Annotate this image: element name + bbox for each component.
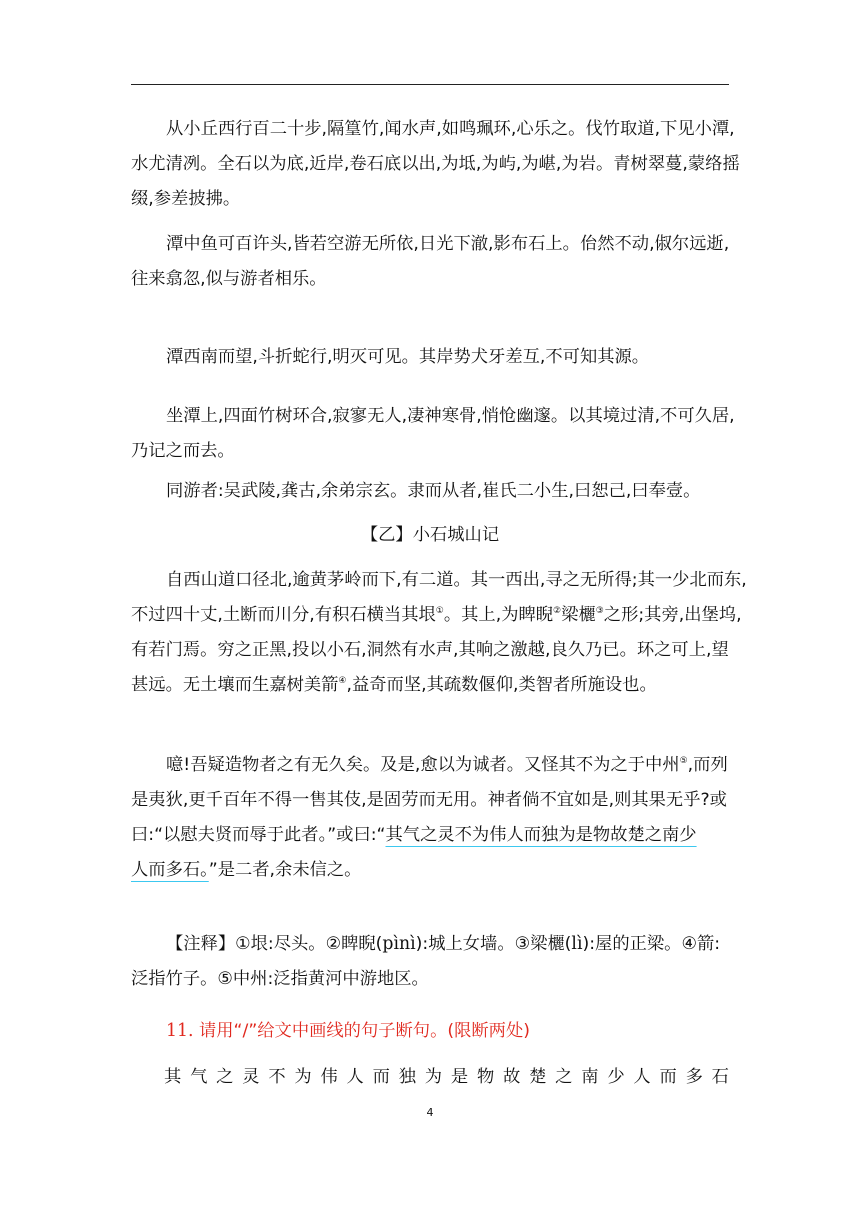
text-line: 不过四十丈,土断而川分,有积石横当其垠①。其上,为睥睨②梁欐③之形;其旁,出堡坞, (131, 605, 742, 625)
jia-paragraph-2 (131, 227, 731, 297)
text-line: 潭西南而望,斗折蛇行,明灭可见。其岸势犬牙差互,不可知其源。 (166, 347, 650, 367)
sentence-char: 之 (216, 1067, 234, 1087)
text-line: 泛指竹子。⑤中州:泛指黄河中游地区。 (131, 969, 429, 989)
question-number: 11. (166, 1021, 194, 1041)
yi-title: 【乙】小石城山记 (360, 525, 500, 545)
text-line: 水尤清冽。全石以为底,近岸,卷石底以出,为坻,为屿,为嵁,为岩。青树翠蔓,蒙络摇 (131, 154, 740, 174)
jia-paragraph-1 (131, 112, 740, 217)
text-line: 坐潭上,四面竹树环合,寂寥无人,凄神寒骨,悄怆幽邃。以其境过清,不可久居, (166, 406, 735, 426)
text-line: 潭中鱼可百许头,皆若空游无所依,日光下澈,影布石上。佁然不动,俶尔远逝, (166, 234, 730, 254)
text-line: 曰:“以慰夫贤而辱于此者。”或曰:“其气之灵不为伟人而独为是物故楚之南少 (131, 825, 697, 845)
sentence-char: 南 (581, 1067, 599, 1087)
text-line: 人而多石。”是二者,余未信之。 (131, 860, 362, 880)
text-line: 缀,参差披拂。 (131, 189, 241, 209)
sentence-char: 为 (294, 1067, 312, 1087)
text-line: 是夷狄,更千百年不得一售其伎,是固劳而无用。神者倘不宜如是,则其果无乎?或 (131, 790, 727, 810)
footnote-marker: ④ (338, 676, 347, 687)
sentence-char: 人 (633, 1067, 651, 1087)
sentence-char: 人 (346, 1067, 364, 1087)
text-line: 噫!吾疑造物者之有无久矣。及是,愈以为诚者。又怪其不为之于中州⑤,而列 (166, 755, 728, 775)
sentence-char: 其 (164, 1067, 182, 1087)
sentence-char: 独 (398, 1067, 416, 1087)
sentence-char: 少 (607, 1067, 625, 1087)
yi-paragraph-2 (131, 748, 731, 888)
sentence-char: 气 (190, 1067, 208, 1087)
footnote-marker: ② (553, 606, 562, 617)
jia-paragraph-5 (131, 474, 731, 509)
underlined-sentence: 其气之灵不为伟人而独为是物故楚之南少 (385, 825, 697, 845)
sentence-char: 多 (685, 1067, 703, 1087)
text-line: 从小丘西行百二十步,隔篁竹,闻水声,如鸣珮环,心乐之。伐竹取道,下见小潭, (166, 119, 735, 139)
text-line: 同游者:吴武陵,龚古,余弟宗玄。隶而从者,崔氏二小生,曰恕己,曰奉壹。 (166, 481, 701, 501)
sentence-char: 伟 (320, 1067, 338, 1087)
underlined-sentence: 人而多石。 (131, 860, 209, 880)
footnote-marker: ⑤ (679, 756, 688, 767)
sentence-to-punctuate (164, 1062, 729, 1087)
sentence-char: 而 (372, 1067, 390, 1087)
sentence-char: 而 (659, 1067, 677, 1087)
question-11 (131, 1014, 731, 1049)
text-line: 自西山道口径北,逾黄茅岭而下,有二道。其一西出,寻之无所得;其一少北而东, (166, 570, 747, 590)
annotation-notes (131, 927, 731, 997)
footnote-marker: ① (435, 606, 444, 617)
text-line: 乃记之而去。 (131, 441, 235, 461)
sentence-char: 灵 (242, 1067, 260, 1087)
yi-paragraph-1 (131, 563, 747, 703)
question-text: 请用“/”给文中画线的句子断句。(限断两处) (198, 1021, 530, 1041)
sentence-char: 不 (268, 1067, 286, 1087)
sentence-char: 楚 (529, 1067, 547, 1087)
header-rule (131, 84, 729, 85)
page-number: 4 (426, 1106, 434, 1119)
jia-paragraph-3 (131, 340, 731, 375)
sentence-char: 是 (450, 1067, 469, 1087)
footnote-marker: ③ (595, 606, 604, 617)
sentence-char: 为 (424, 1067, 443, 1087)
text-line: 【注释】①垠:尽头。②睥睨(pìnì):城上女墙。③梁欐(lì):屋的正梁。④箭: (166, 934, 721, 954)
text-line: 甚远。无土壤而生嘉树美箭④,益奇而坚,其疏数偃仰,类智者所施设也。 (131, 675, 657, 695)
sentence-char: 之 (555, 1067, 573, 1087)
jia-paragraph-4 (131, 399, 735, 469)
sentence-char: 石 (711, 1067, 729, 1087)
text-line: 往来翕忽,似与游者相乐。 (131, 269, 327, 289)
sentence-char: 故 (503, 1067, 521, 1087)
sentence-char: 物 (476, 1067, 495, 1087)
text-line: 有若门焉。穷之正黑,投以小石,洞然有水声,其响之激越,良久乃已。环之可上,望 (131, 640, 729, 660)
